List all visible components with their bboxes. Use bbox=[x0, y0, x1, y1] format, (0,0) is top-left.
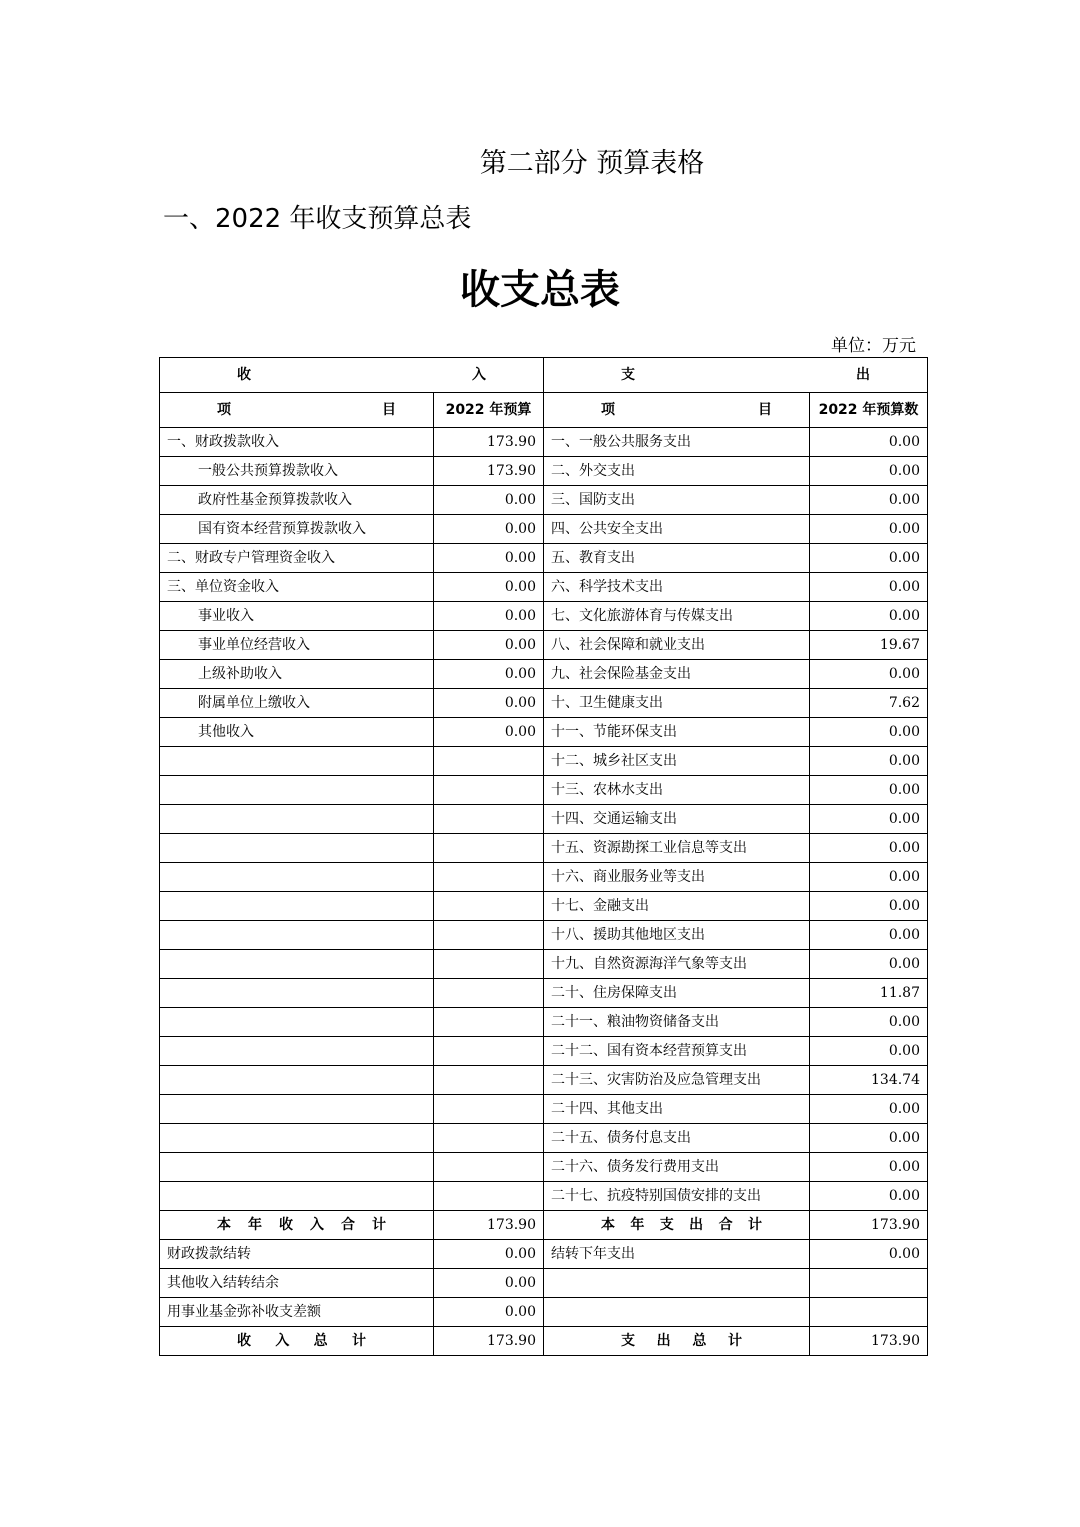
carry-expense-item: 结转下年支出 bbox=[544, 1240, 810, 1269]
expense-value: 0.00 bbox=[810, 892, 928, 921]
table-row bbox=[160, 457, 928, 486]
carry-income-item: 用事业基金弥补收支差额 bbox=[160, 1298, 434, 1327]
expense-value: 0.00 bbox=[810, 660, 928, 689]
income-value: 0.00 bbox=[434, 631, 544, 660]
expense-value: 0.00 bbox=[810, 457, 928, 486]
table-row bbox=[160, 747, 928, 776]
expense-budget-header: 2022 年预算数 bbox=[810, 393, 928, 428]
table-row bbox=[160, 718, 928, 747]
income-item: 政府性基金预算拨款收入 bbox=[160, 486, 434, 515]
expense-item: 十七、金融支出 bbox=[544, 892, 810, 921]
grand-income-total-value: 173.90 bbox=[434, 1327, 544, 1356]
income-value bbox=[434, 747, 544, 776]
table-row bbox=[160, 602, 928, 631]
expense-item: 十二、城乡社区支出 bbox=[544, 747, 810, 776]
table-row bbox=[160, 892, 928, 921]
year-income-total-label-char: 本 bbox=[217, 1217, 231, 1233]
grand-income-total-label-char: 收 bbox=[237, 1333, 251, 1349]
expense-header bbox=[544, 358, 928, 393]
expense-value: 0.00 bbox=[810, 515, 928, 544]
income-value bbox=[434, 863, 544, 892]
grand-income-total-label-char: 入 bbox=[275, 1333, 290, 1349]
income-value: 0.00 bbox=[434, 515, 544, 544]
table-row bbox=[160, 515, 928, 544]
income-value: 0.00 bbox=[434, 486, 544, 515]
income-value: 0.00 bbox=[434, 544, 544, 573]
year-income-total-label-char: 合 bbox=[341, 1217, 355, 1233]
income-value bbox=[434, 1066, 544, 1095]
expense-value: 0.00 bbox=[810, 718, 928, 747]
expense-item: 二十三、灾害防治及应急管理支出 bbox=[544, 1066, 810, 1095]
income-value bbox=[434, 1008, 544, 1037]
expense-item: 四、公共安全支出 bbox=[544, 515, 810, 544]
income-value bbox=[434, 950, 544, 979]
expense-item-header bbox=[544, 393, 810, 428]
income-value bbox=[434, 1182, 544, 1211]
table-row bbox=[160, 1095, 928, 1124]
table-row bbox=[160, 776, 928, 805]
expense-item: 二十一、粮油物资储备支出 bbox=[544, 1008, 810, 1037]
expense-item: 十九、自然资源海洋气象等支出 bbox=[544, 950, 810, 979]
carry-row bbox=[160, 1240, 928, 1269]
carry-expense-item bbox=[544, 1298, 810, 1327]
income-value: 0.00 bbox=[434, 602, 544, 631]
table-row bbox=[160, 486, 928, 515]
table-row bbox=[160, 863, 928, 892]
income-item bbox=[160, 921, 434, 950]
table-row bbox=[160, 1153, 928, 1182]
expense-item: 十五、资源勘探工业信息等支出 bbox=[544, 834, 810, 863]
income-value: 0.00 bbox=[434, 689, 544, 718]
table-row bbox=[160, 544, 928, 573]
income-item: 其他收入 bbox=[160, 718, 434, 747]
table-row bbox=[160, 950, 928, 979]
expense-item: 十一、节能环保支出 bbox=[544, 718, 810, 747]
expense-item: 二十七、抗疫特别国债安排的支出 bbox=[544, 1182, 810, 1211]
income-item bbox=[160, 1153, 434, 1182]
income-item bbox=[160, 1008, 434, 1037]
income-value bbox=[434, 834, 544, 863]
income-item bbox=[160, 747, 434, 776]
table-row bbox=[160, 1008, 928, 1037]
carry-row bbox=[160, 1298, 928, 1327]
grand-expense-total-label-char: 总 bbox=[692, 1333, 707, 1349]
year-expense-total-value: 173.90 bbox=[810, 1211, 928, 1240]
section-title: 一、2022 年收支预算总表 bbox=[163, 204, 472, 234]
carry-income-value: 0.00 bbox=[434, 1298, 544, 1327]
unit-label: 单位：万元 bbox=[831, 336, 916, 356]
income-item bbox=[160, 1124, 434, 1153]
year-income-total-value: 173.90 bbox=[434, 1211, 544, 1240]
expense-value: 0.00 bbox=[810, 1153, 928, 1182]
income-item bbox=[160, 776, 434, 805]
expense-value: 0.00 bbox=[810, 1095, 928, 1124]
table-row bbox=[160, 921, 928, 950]
table-row bbox=[160, 689, 928, 718]
income-item: 三、单位资金收入 bbox=[160, 573, 434, 602]
income-value bbox=[434, 1095, 544, 1124]
expense-value: 0.00 bbox=[810, 1182, 928, 1211]
income-value bbox=[434, 892, 544, 921]
carry-income-item: 其他收入结转结余 bbox=[160, 1269, 434, 1298]
table-row bbox=[160, 631, 928, 660]
income-item bbox=[160, 834, 434, 863]
expense-value: 0.00 bbox=[810, 776, 928, 805]
table-row bbox=[160, 660, 928, 689]
budget-summary-table bbox=[159, 357, 928, 1356]
income-value bbox=[434, 979, 544, 1008]
expense-item: 十六、商业服务业等支出 bbox=[544, 863, 810, 892]
table-row bbox=[160, 1124, 928, 1153]
income-item bbox=[160, 863, 434, 892]
income-item bbox=[160, 805, 434, 834]
income-item: 二、财政专户管理资金收入 bbox=[160, 544, 434, 573]
grand-expense-total-value: 173.90 bbox=[810, 1327, 928, 1356]
expense-item: 八、社会保障和就业支出 bbox=[544, 631, 810, 660]
expense-item: 十三、农林水支出 bbox=[544, 776, 810, 805]
income-item bbox=[160, 950, 434, 979]
income-item: 一般公共预算拨款收入 bbox=[160, 457, 434, 486]
expense-item: 二十四、其他支出 bbox=[544, 1095, 810, 1124]
table-row bbox=[160, 1182, 928, 1211]
table-row bbox=[160, 834, 928, 863]
grand-expense-total-label-char: 出 bbox=[656, 1333, 671, 1349]
expense-item: 十八、援助其他地区支出 bbox=[544, 921, 810, 950]
grand-income-total-label bbox=[160, 1327, 434, 1356]
table-title: 收支总表 bbox=[460, 266, 620, 313]
item-header-char: 目 bbox=[382, 402, 396, 418]
expense-value: 0.00 bbox=[810, 602, 928, 631]
income-item bbox=[160, 979, 434, 1008]
year-income-total-label-char: 入 bbox=[310, 1217, 324, 1233]
grand-income-total-label-char: 总 bbox=[313, 1333, 328, 1349]
expense-value: 0.00 bbox=[810, 1008, 928, 1037]
table-row bbox=[160, 428, 928, 457]
expense-value: 0.00 bbox=[810, 486, 928, 515]
expense-item: 一、一般公共服务支出 bbox=[544, 428, 810, 457]
header-row-columns bbox=[160, 393, 928, 428]
table-row bbox=[160, 805, 928, 834]
expense-value: 134.74 bbox=[810, 1066, 928, 1095]
grand-expense-total-label-char: 计 bbox=[727, 1333, 742, 1349]
expense-value: 0.00 bbox=[810, 805, 928, 834]
year-expense-total-label-char: 合 bbox=[718, 1217, 733, 1233]
part-title: 第二部分 预算表格 bbox=[479, 148, 705, 179]
year-expense-total-label-char: 计 bbox=[747, 1217, 762, 1233]
income-header-char: 入 bbox=[472, 367, 486, 383]
income-value: 0.00 bbox=[434, 660, 544, 689]
income-value bbox=[434, 776, 544, 805]
income-item bbox=[160, 1182, 434, 1211]
expense-item: 五、教育支出 bbox=[544, 544, 810, 573]
year-expense-total-label-char: 出 bbox=[689, 1217, 704, 1233]
carry-expense-value bbox=[810, 1298, 928, 1327]
expense-value: 0.00 bbox=[810, 1037, 928, 1066]
expense-value: 0.00 bbox=[810, 921, 928, 950]
expense-item: 二十六、债务发行费用支出 bbox=[544, 1153, 810, 1182]
income-value: 0.00 bbox=[434, 573, 544, 602]
carry-expense-item bbox=[544, 1269, 810, 1298]
carry-income-value: 0.00 bbox=[434, 1269, 544, 1298]
expense-item: 二十五、债务付息支出 bbox=[544, 1124, 810, 1153]
expense-value: 0.00 bbox=[810, 1124, 928, 1153]
expense-value: 7.62 bbox=[810, 689, 928, 718]
income-item: 事业收入 bbox=[160, 602, 434, 631]
expense-value: 0.00 bbox=[810, 950, 928, 979]
income-value bbox=[434, 1037, 544, 1066]
grand-income-total-label-char: 计 bbox=[351, 1333, 366, 1349]
year-expense-total-label-char: 年 bbox=[630, 1217, 645, 1233]
year-income-total-label-char: 收 bbox=[279, 1217, 293, 1233]
item-header-char: 项 bbox=[217, 402, 231, 418]
income-value bbox=[434, 1124, 544, 1153]
grand-expense-total-label-char: 支 bbox=[621, 1333, 635, 1349]
year-income-total-label-char: 年 bbox=[248, 1217, 262, 1233]
expense-value: 19.67 bbox=[810, 631, 928, 660]
table-row bbox=[160, 979, 928, 1008]
expense-item: 二十二、国有资本经营预算支出 bbox=[544, 1037, 810, 1066]
table-row bbox=[160, 1037, 928, 1066]
expense-item: 三、国防支出 bbox=[544, 486, 810, 515]
income-item bbox=[160, 1095, 434, 1124]
expense-value: 0.00 bbox=[810, 573, 928, 602]
item-header-char: 项 bbox=[601, 402, 615, 418]
expense-item: 九、社会保险基金支出 bbox=[544, 660, 810, 689]
income-value: 0.00 bbox=[434, 718, 544, 747]
year-total-row bbox=[160, 1211, 928, 1240]
expense-item: 二、外交支出 bbox=[544, 457, 810, 486]
expense-item: 二十、住房保障支出 bbox=[544, 979, 810, 1008]
year-income-total-label bbox=[160, 1211, 434, 1240]
expense-value: 0.00 bbox=[810, 428, 928, 457]
year-expense-total-label-char: 本 bbox=[601, 1217, 615, 1233]
income-header-char: 收 bbox=[237, 367, 251, 383]
carry-expense-value bbox=[810, 1269, 928, 1298]
grand-total-row bbox=[160, 1327, 928, 1356]
carry-row bbox=[160, 1269, 928, 1298]
income-item bbox=[160, 892, 434, 921]
year-expense-total-label-char: 支 bbox=[659, 1217, 674, 1233]
income-value bbox=[434, 1153, 544, 1182]
income-item: 上级补助收入 bbox=[160, 660, 434, 689]
item-header-char: 目 bbox=[758, 402, 772, 418]
income-item bbox=[160, 1037, 434, 1066]
expense-value: 0.00 bbox=[810, 747, 928, 776]
income-header bbox=[160, 358, 544, 393]
expense-header-char: 出 bbox=[856, 367, 870, 383]
income-item-header bbox=[160, 393, 434, 428]
table-row bbox=[160, 573, 928, 602]
expense-item: 六、科学技术支出 bbox=[544, 573, 810, 602]
income-value bbox=[434, 805, 544, 834]
expense-value: 11.87 bbox=[810, 979, 928, 1008]
carry-income-value: 0.00 bbox=[434, 1240, 544, 1269]
income-item bbox=[160, 1066, 434, 1095]
year-income-total-label-char: 计 bbox=[372, 1217, 386, 1233]
carry-income-item: 财政拨款结转 bbox=[160, 1240, 434, 1269]
expense-value: 0.00 bbox=[810, 544, 928, 573]
expense-item: 十四、交通运输支出 bbox=[544, 805, 810, 834]
income-budget-header: 2022 年预算 bbox=[434, 393, 544, 428]
expense-item: 七、文化旅游体育与传媒支出 bbox=[544, 602, 810, 631]
table-row bbox=[160, 1066, 928, 1095]
income-value: 173.90 bbox=[434, 457, 544, 486]
income-item: 事业单位经营收入 bbox=[160, 631, 434, 660]
income-value: 173.90 bbox=[434, 428, 544, 457]
year-expense-total-label bbox=[544, 1211, 810, 1240]
income-item: 附属单位上缴收入 bbox=[160, 689, 434, 718]
header-row-sections bbox=[160, 358, 928, 393]
expense-header-char: 支 bbox=[621, 367, 635, 383]
income-item: 一、财政拨款收入 bbox=[160, 428, 434, 457]
expense-value: 0.00 bbox=[810, 863, 928, 892]
grand-expense-total-label bbox=[544, 1327, 810, 1356]
expense-item: 十、卫生健康支出 bbox=[544, 689, 810, 718]
income-item: 国有资本经营预算拨款收入 bbox=[160, 515, 434, 544]
expense-value: 0.00 bbox=[810, 834, 928, 863]
carry-expense-value: 0.00 bbox=[810, 1240, 928, 1269]
income-value bbox=[434, 921, 544, 950]
